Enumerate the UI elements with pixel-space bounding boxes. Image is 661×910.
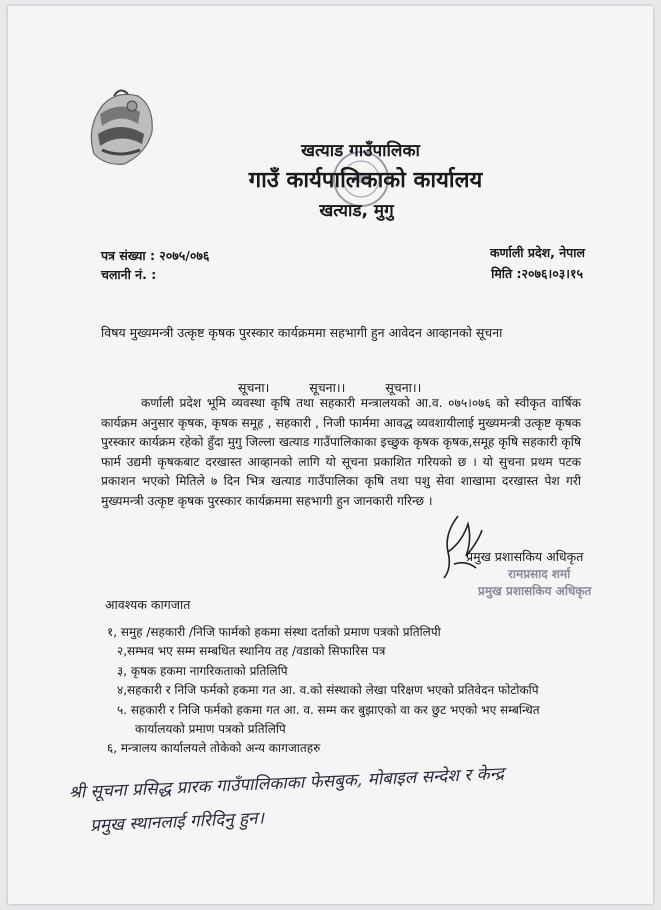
province-line: कर्णाली प्रदेश, नेपाल — [489, 245, 585, 260]
list-item: ३, कृषक हकमा नागरिकताको प्रतिलिपि — [117, 663, 288, 678]
seal-title: प्रमुख प्रशासकिय अधिकृत — [478, 584, 592, 598]
municipality-name: खत्याड गाउँपालिका — [301, 141, 420, 161]
handwritten-line: प्रमुख स्थानलाई गरिदिनु हुन। — [89, 808, 265, 837]
handwritten-line: श्री सूचना प्रसिद्ध प्रारक गाउँपालिकाका फेसबुक, मोबाइल सन्देश र केन्द्र — [68, 763, 505, 803]
list-item: १, समुह /सहकारी /निजि फार्मको हकमा संस्था दर्ताको प्रमाण पत्रको प्रतिलिपी — [107, 625, 441, 639]
signatory-title: प्रमुख प्रशासकिय अधिकृत — [466, 549, 584, 564]
document-page — [8, 6, 653, 904]
list-item: ५. सहकारी र निजि फर्मको हकमा गत आ. व. सम्म कर बुझाएको वा कर छुट भएको भए सम्बन्धित — [117, 702, 540, 717]
dispatch-number: चलानी नं. : — [101, 267, 157, 282]
list-item: ४,सहकारी र निजि फर्मको हकमा गत आ. व.को संस्थाको लेखा परिक्षण भएको प्रतिवेदन फोटोकपि — [117, 683, 539, 698]
notice-word: सूचना। — [238, 380, 270, 395]
notice-word: सूचना।। — [385, 380, 422, 395]
list-item: कार्यालयको प्रमाण पत्रको प्रतिलिपि — [135, 722, 286, 737]
letter-date: मिति :२०७६।०३।१५ — [491, 266, 583, 281]
subject-line: विषय मुख्यमन्त्री उत्कृष्ट कृषक पुरस्कार कार्यक्रममा सहभागी हुन आवेदन आव्हानको सूचना — [101, 325, 503, 340]
body-paragraph: कर्णाली प्रदेश भूमि व्यवस्था कृषि तथा सहकारी मन्त्रालयको आ.व. ०७५।०७६ को स्वीकृत वार्षिक कार्यक्रम अनुसार कृषक, कृषक समूह , सहकारी , निजी फार्ममा आवद्ध व्यवशायीलाई मुख्यमन्त्री उत्कृष्ट कृषक पुरस्कार कार्यक्रम रहेको हुँदा मुगु जिल्ला खत्याड गाउँपालिकाका इच्छुक कृषक कृषक,समूह कृषि सहकारी कृषि फार्म उद्यमी कृषकबाट दरखास्त आव्हानको लागि यो सूचना प्रकाशित गरियको छ । यो सुचना प्रथम पटक प्रकाशन भएको मितिले ७ दिन भित्र खत्याड गाउँपालिका कृषि तथा पशु सेवा शाखामा दरखास्त पेश गरी मुख्यमन्त्री उत्कृष्ट कृषक पुरस्कार कार्यक्रममा सहभागी हुन जानकारी गरिन्छ । — [101, 396, 581, 508]
office-address: खत्याड, मुगु — [319, 201, 394, 221]
handwritten-note — [68, 752, 630, 844]
signatory-seal — [478, 566, 591, 600]
documents-list — [107, 623, 540, 759]
list-item: ६, मन्त्रालय कार्यालयले तोकेको अन्य कागजातहरु — [107, 741, 321, 756]
list-item: २,सम्भव भए सम्म सम्बधित स्थानिय तह /वडाको सिफारिस पत्र — [117, 644, 386, 659]
reference-number: पत्र संख्या : २०७५/०७६ — [101, 248, 210, 263]
seal-name: रामप्रसाद शर्मा — [508, 567, 571, 581]
office-name: गाउँ कार्यपालिकाको कार्यालय — [248, 168, 483, 193]
documents-heading: आवश्यक कागजात — [105, 597, 191, 612]
notice-word: सूचना।। — [309, 380, 346, 395]
